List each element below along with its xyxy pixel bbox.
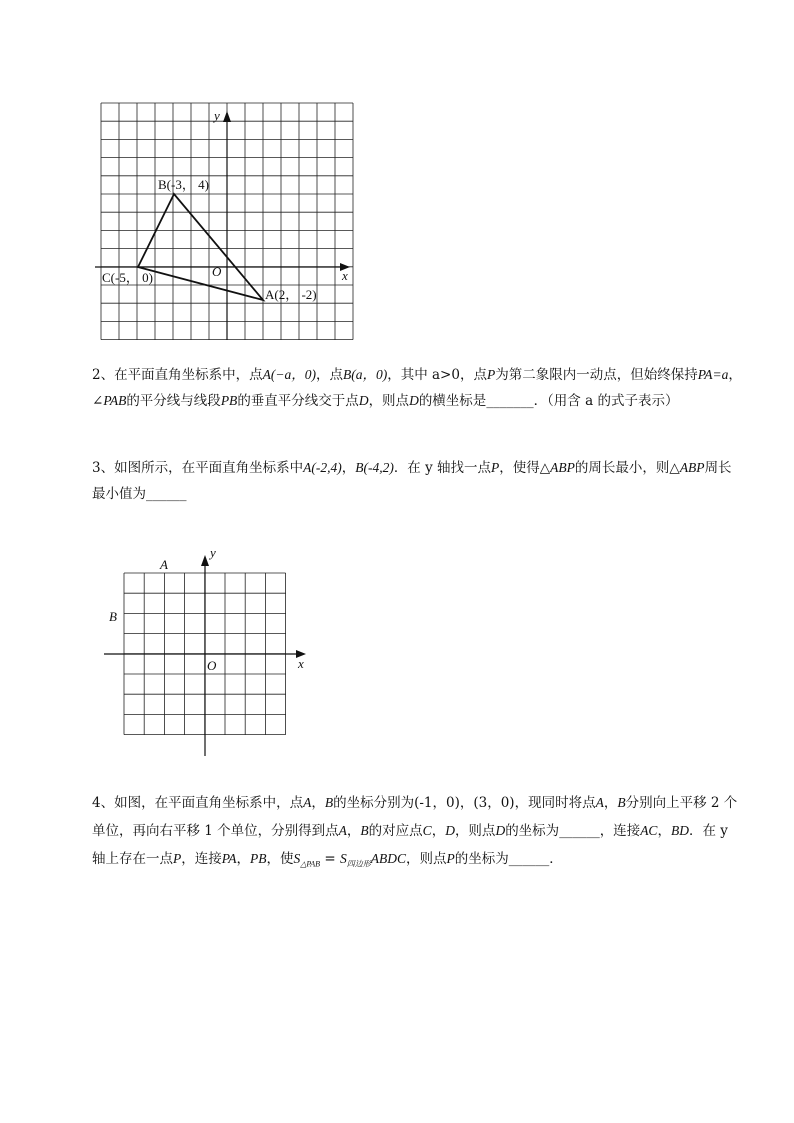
- figure2-point-A-label: A: [160, 557, 168, 572]
- q2-point-A: A(−a，0): [262, 367, 316, 382]
- q3-text: ，: [341, 460, 356, 476]
- q2-P: P: [486, 367, 496, 382]
- figure2-origin-label: O: [207, 658, 217, 673]
- q2-D2: D: [409, 393, 419, 408]
- q2-PB: PB: [220, 393, 238, 408]
- q4-S1-letter: S: [293, 851, 301, 866]
- q4-text: ，使: [266, 851, 294, 867]
- q4-text: 的坐标为: [505, 823, 560, 839]
- q4-text: ．在 y 轴上存在一点: [92, 823, 728, 867]
- q2-PAB: PAB: [103, 393, 127, 408]
- figure1-y-arrow: [223, 111, 231, 122]
- q4-text: ，连接: [181, 851, 222, 867]
- q4-text: ，: [236, 851, 251, 867]
- q4-ABDC: ABDC: [370, 851, 406, 866]
- q4-B3: B: [360, 823, 369, 838]
- q2-answer-blank[interactable]: _______: [486, 393, 534, 409]
- q3-text: 周长最小值为: [92, 460, 732, 502]
- q4-A3: A: [338, 823, 347, 838]
- q4-S1: [293, 851, 321, 869]
- figure2-point-B-label: B: [109, 609, 117, 624]
- q4-S2: [339, 851, 371, 869]
- q4-text: 如图，在平面直角坐标系中，点: [114, 795, 304, 811]
- q4-answer-blank-2[interactable]: ______: [508, 851, 550, 867]
- q2-text: 的平分线与线段: [126, 393, 221, 409]
- q4-text: ，则点: [454, 823, 496, 839]
- figure1-x-label: x: [342, 268, 348, 283]
- q2-PA-eq: PA=a: [697, 367, 729, 382]
- q4-PA: PA: [221, 851, 237, 866]
- figure2-y-label: y: [210, 545, 216, 560]
- figure2-y-arrow: [201, 555, 209, 566]
- q3-text: 如图所示，在平面直角坐标系中: [114, 460, 304, 476]
- q3-text: ．在 y 轴找一点: [393, 460, 492, 476]
- q4-answer-blank-1[interactable]: ______: [559, 823, 600, 839]
- q4-text: ，连接: [599, 823, 641, 839]
- q4-AC: AC: [640, 823, 658, 838]
- q4-S2-letter: S: [339, 851, 347, 866]
- question-4: [92, 789, 742, 879]
- q4-P2: P: [446, 851, 455, 866]
- q4-text: ，: [346, 823, 361, 839]
- figure1-coordinate-grid: [0, 0, 794, 350]
- q4-S2-subscript: 四边形: [346, 859, 371, 869]
- q3-ABP2: ABP: [679, 460, 705, 475]
- q4-text: ，: [603, 795, 618, 811]
- q4-B2: B: [617, 795, 626, 810]
- q4-A: A: [303, 795, 312, 810]
- q2-text: ，其中 a>0，点: [387, 367, 487, 383]
- q4-D2: D: [495, 823, 506, 838]
- q3-P: P: [491, 460, 500, 475]
- q4-C: C: [422, 823, 432, 838]
- q4-text: 的对应点: [368, 823, 423, 839]
- q4-A2: A: [595, 795, 604, 810]
- q4-text: 分别向上平移 2 个单位，再向右平移 1 个单位，分别得到点: [92, 795, 738, 839]
- point-C-label: C(-5， 0): [102, 270, 153, 285]
- q2-D: D: [358, 393, 369, 408]
- q2-text: ．（用含 a 的式子表示）: [533, 393, 679, 409]
- figure2-x-label: x: [298, 656, 304, 671]
- q4-PB: PB: [250, 851, 267, 866]
- q4-P: P: [173, 851, 182, 866]
- q3-ABP: ABP: [550, 460, 575, 475]
- q4-equals: =: [320, 851, 340, 867]
- q4-text: 的坐标为: [454, 851, 509, 867]
- figure1-origin-label: O: [212, 264, 222, 279]
- q3-text: ，使得△: [499, 460, 551, 476]
- q4-text: 的坐标分别为(-1，0)，(3，0)，现同时将点: [333, 795, 596, 811]
- triangle-ABC: [138, 194, 263, 300]
- q2-text: ，点: [315, 367, 343, 383]
- q4-text: ，: [657, 823, 671, 839]
- q4-number: 4、: [92, 795, 115, 811]
- q4-text: ，: [311, 795, 325, 811]
- q3-number: 3、: [92, 460, 115, 476]
- q4-S1-subscript: △PAB: [300, 859, 321, 869]
- q2-text: ，∠: [92, 367, 742, 409]
- q3-answer-blank[interactable]: ______: [146, 486, 187, 502]
- q3-point-B: B(-4,2): [355, 460, 394, 475]
- q2-text: 在平面直角坐标系中，点: [114, 367, 263, 383]
- q2-text: 的垂直平分线交于点: [237, 393, 359, 409]
- q4-B: B: [324, 795, 334, 810]
- figure1-y-label: y: [214, 108, 220, 123]
- q2-point-B: B(a，0): [342, 367, 388, 382]
- q4-text: ．: [549, 851, 563, 867]
- point-B-label: B(-3， 4): [158, 177, 209, 192]
- question-2: [92, 362, 742, 414]
- q3-point-A: A(-2,4): [303, 460, 342, 475]
- point-A-label: A(2， -2): [265, 287, 317, 302]
- q4-BD: BD: [670, 823, 689, 838]
- q4-D: D: [445, 823, 455, 838]
- q3-text: 的周长最小，则△: [574, 460, 680, 476]
- q4-text: ，则点: [405, 851, 447, 867]
- q2-number: 2、: [92, 367, 115, 383]
- q2-text: 为第二象限内一动点，但始终保持: [495, 367, 698, 383]
- q2-text: 的横坐标是: [418, 393, 487, 409]
- figure2-coordinate-grid: [0, 540, 794, 770]
- question-3: [92, 455, 742, 507]
- q4-text: ，: [431, 823, 446, 839]
- q2-text: ，则点: [368, 393, 410, 409]
